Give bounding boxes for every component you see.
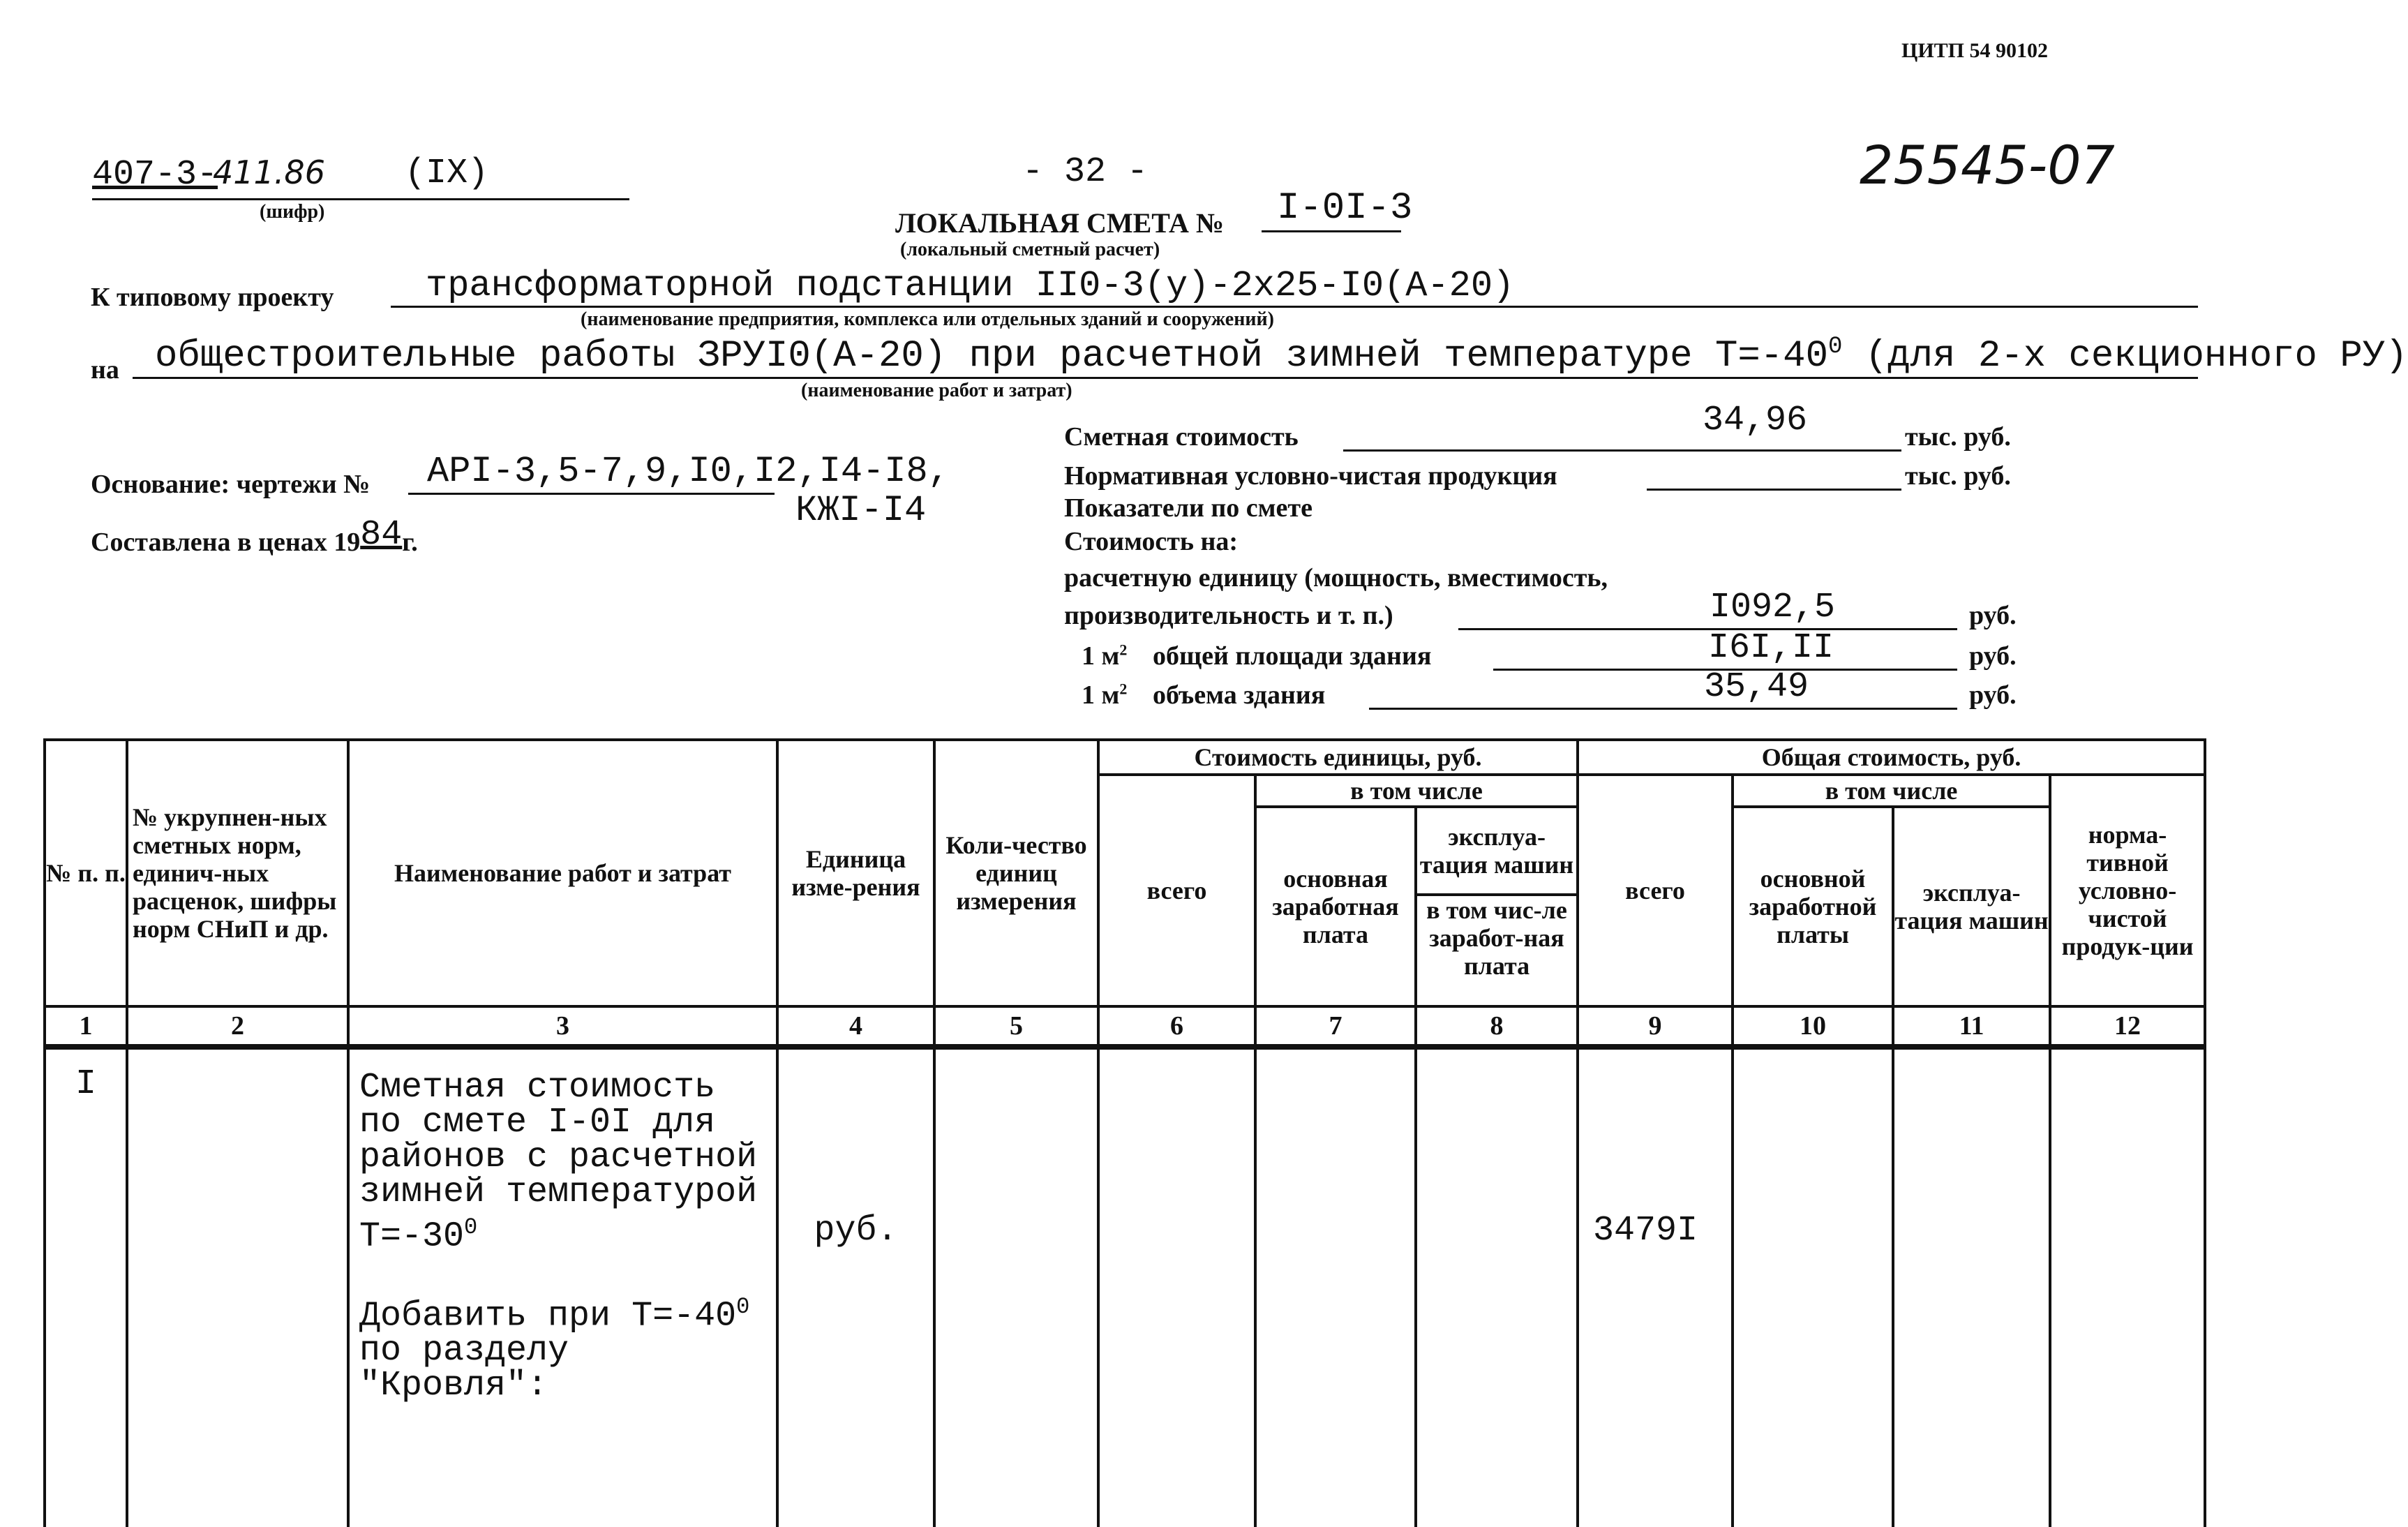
- estimate-number-underline: [1262, 230, 1401, 232]
- row-unit-total: [1098, 1047, 1255, 1527]
- cipher-caption: (шифр): [260, 201, 325, 223]
- column-number-11: 11: [1893, 1006, 2050, 1047]
- cipher-value: 407-3-: [92, 155, 218, 195]
- header-total-incl: в том числе: [1733, 775, 2050, 807]
- summary-volume-label: объема здания: [1153, 680, 1326, 710]
- summary-cost-underline: [1343, 449, 1901, 452]
- summary-area-label: общей площади здания: [1153, 641, 1432, 671]
- summary-product-unit: тыс. руб.: [1905, 461, 2011, 491]
- summary-cost-value: 34,96: [1703, 401, 1808, 440]
- summary-area-m2: 1 $м^2$: [1082, 641, 1128, 671]
- header-name: Наименование работ и затрат: [348, 740, 777, 1006]
- table-row: [45, 1047, 2205, 1527]
- page-number: - 32 -: [1022, 152, 1149, 192]
- basis-value: АРI-3,5-7,9,I0,I2,I4-I8,: [427, 451, 950, 492]
- summary-volume-underline: [1369, 708, 1957, 710]
- summary-unit-label-2: производительность и т. п.): [1064, 601, 1393, 630]
- row-unit: руб.: [777, 1047, 934, 1527]
- row-total-machines: [1893, 1047, 2050, 1527]
- summary-unit-unit: руб.: [1969, 601, 2017, 630]
- project-underline: [391, 306, 2198, 308]
- summary-cost-label: Сметная стоимость: [1064, 422, 1299, 452]
- works-label: на: [91, 355, 119, 385]
- cipher-underline: [92, 198, 629, 200]
- header-total-cost: Общая стоимость, руб.: [1578, 740, 2205, 775]
- works-underline: [133, 377, 2198, 379]
- header-unit-incl: в том числе: [1255, 775, 1578, 807]
- summary-volume-value: 35,49: [1704, 667, 1809, 707]
- works-value: общестроительные работы ЗРУI0(А-20) при расчетной зимней температуре $Т=-40^0$ (для 2-х секционного РУ): [155, 334, 2408, 378]
- basis-value-2: КЖI-I4: [795, 490, 927, 531]
- column-number-12: 12: [2050, 1006, 2205, 1047]
- header-norm-product: норма-тивной условно-чистой продук-ции: [2050, 775, 2205, 1006]
- column-number-10: 10: [1733, 1006, 1893, 1047]
- header-quantity: Коли-чество единиц измерения: [934, 740, 1098, 1006]
- basis-underline: [408, 493, 775, 495]
- document-title: ЛОКАЛЬНАЯ СМЕТА №: [895, 207, 1225, 239]
- registry-code: ЦИТП 54 90102: [1901, 39, 2049, 62]
- header-unit-machines: эксплуа-тация машин: [1416, 807, 1578, 895]
- header-unit-wage: основная заработная плата: [1255, 807, 1416, 1006]
- row-quantity: [934, 1047, 1098, 1527]
- row-name: Сметная стоимость по смете I-0I для районов с расчетной зимней температурой $Т=-30^0$ Добавить при $Т=-40^0$ по разделу "Кровля":: [348, 1047, 777, 1527]
- row-norm-product: [2050, 1047, 2205, 1527]
- summary-volume-m2: 1 $м^2$: [1082, 680, 1128, 710]
- column-number-9: 9: [1578, 1006, 1733, 1047]
- column-number-7: 7: [1255, 1006, 1416, 1047]
- summary-unit-label-1: расчетную единицу (мощность, вместимость,: [1064, 563, 1608, 593]
- column-number-8: 8: [1416, 1006, 1578, 1047]
- header-unit-machines-wage: в том чис-ле заработ-ная плата: [1416, 895, 1578, 1006]
- summary-product-underline: [1647, 489, 1901, 491]
- summary-volume-unit: руб.: [1969, 680, 2017, 710]
- summary-area-value: I6I,II: [1708, 628, 1834, 668]
- estimate-number: I-0I-3: [1277, 187, 1413, 230]
- row-norms: [127, 1047, 348, 1527]
- project-value: трансформаторной подстанции II0-3(у)-2х25-I0(А-20): [426, 265, 1515, 306]
- row-unit-wage: [1255, 1047, 1416, 1527]
- header-total-wage: основной заработной платы: [1733, 807, 1893, 1006]
- summary-unit-value: I092,5: [1710, 588, 1836, 627]
- column-number-1: 1: [45, 1006, 127, 1047]
- summary-indicators-label: Показатели по смете: [1064, 493, 1313, 523]
- column-number-4: 4: [777, 1006, 934, 1047]
- summary-area-unit: руб.: [1969, 641, 2017, 671]
- summary-cost-on-label: Стоимость на:: [1064, 527, 1239, 556]
- column-number-5: 5: [934, 1006, 1098, 1047]
- header-number: № п. п.: [45, 740, 127, 1006]
- basis-label: Основание: чертежи №: [91, 470, 371, 499]
- header-unit-cost: Стоимость единицы, руб.: [1098, 740, 1578, 775]
- cipher-handwritten: 411.86: [213, 154, 325, 191]
- column-number-2: 2: [127, 1006, 348, 1047]
- header-norms: № укрупнен-ных сметных норм, единич-ных расценок, шифры норм СНиП и др.: [127, 740, 348, 1006]
- project-caption: (наименование предприятия, комплекса или отдельных зданий и сооружений): [581, 308, 1274, 330]
- estimate-table: [43, 738, 2206, 1527]
- row-unit-machines: [1416, 1047, 1578, 1527]
- title-caption: (локальный сметный расчет): [900, 239, 1160, 260]
- prices-label: Составлена в ценах 1984г.: [91, 515, 418, 557]
- row-total: 3479I: [1578, 1047, 1733, 1527]
- summary-cost-unit: тыс. руб.: [1905, 422, 2011, 452]
- inventory-number: 25545-07: [1860, 134, 2115, 196]
- row-number: I: [45, 1047, 127, 1527]
- header-unit-total: всего: [1098, 775, 1255, 1006]
- header-unit: Единица изме-рения: [777, 740, 934, 1006]
- project-label: К типовому проекту: [91, 283, 334, 312]
- column-number-3: 3: [348, 1006, 777, 1047]
- header-total-total: всего: [1578, 775, 1733, 1006]
- works-caption: (наименование работ и затрат): [801, 380, 1072, 401]
- column-number-6: 6: [1098, 1006, 1255, 1047]
- summary-product-label: Нормативная условно-чистая продукция: [1064, 461, 1557, 491]
- header-total-machines: эксплуа-тация машин: [1893, 807, 2050, 1006]
- row-total-wage: [1733, 1047, 1893, 1527]
- cipher-roman: (IX): [405, 154, 489, 193]
